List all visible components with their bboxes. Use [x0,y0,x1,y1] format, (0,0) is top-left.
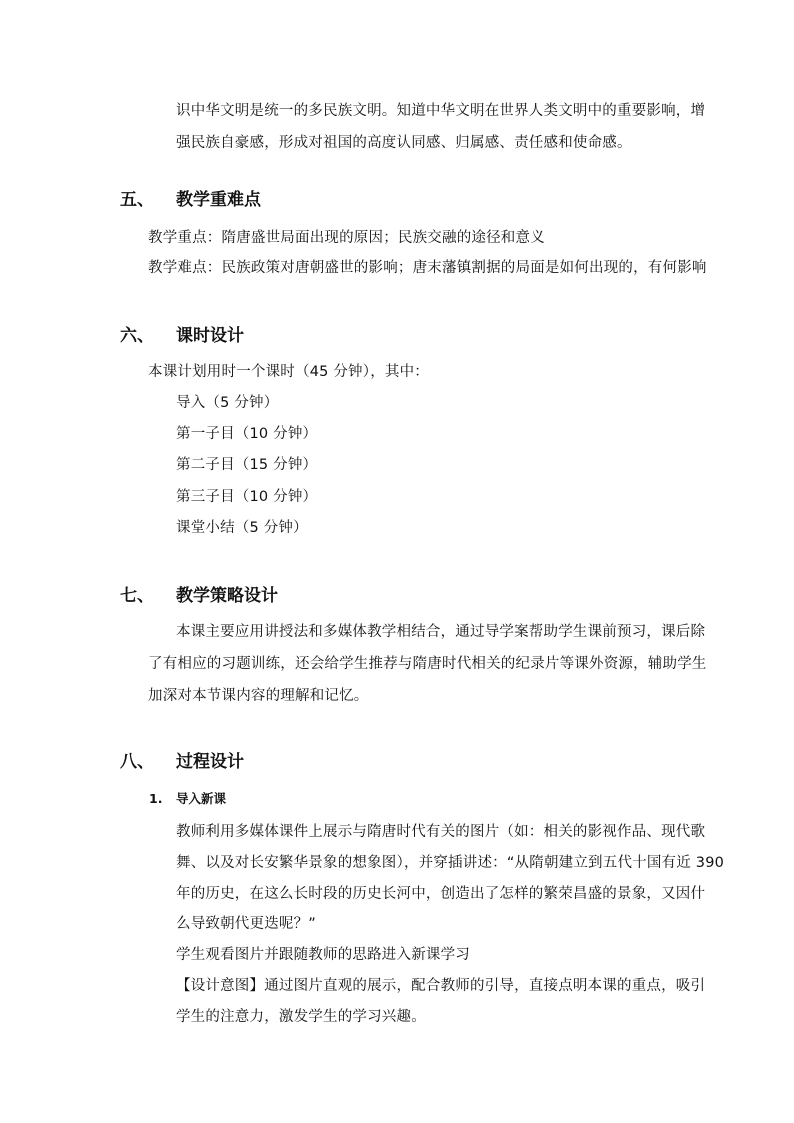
list-item: 导入（5 分钟） [176,395,279,411]
subsection-number: 1. [149,791,163,806]
paragraph-line: 么导致朝代更迭呢？” [176,916,317,932]
paragraph-line: 加深对本节课内容的理解和记忆。 [148,688,369,704]
paragraph-line: 年的历史，在这么长时段的历史长河中，创造出了怎样的繁荣昌盛的景象，又因什 [176,886,706,902]
design-intent-line: 学生的注意力，激发学生的学习兴趣。 [176,1009,426,1025]
schedule-intro: 本课计划用时一个课时（45 分钟），其中： [148,364,430,380]
paragraph-line: 舞、以及对长安繁华景象的想象图），并穿插讲述：“从隋朝建立到五代十国有近 390 [176,855,725,871]
intro-line: 识中华文明是统一的多民族文明。知道中华文明在世界人类文明中的重要影响，增 [176,103,706,119]
section-number: 五、 [120,190,154,210]
section-heading-8 [120,750,420,774]
section-title: 过程设计 [176,752,244,772]
paragraph-line: 本课主要应用讲授法和多媒体教学相结合，通过导学案帮助学生课前预习，课后除 [176,624,706,640]
section-title: 课时设计 [176,326,244,346]
student-activity-line: 学生观看图片并跟随教师的思路进入新课学习 [176,947,470,963]
list-item: 课堂小结（5 分钟） [176,520,308,536]
list-item: 第一子目（10 分钟） [176,426,318,442]
section-title: 教学策略设计 [176,586,278,606]
list-item: 第三子目（10 分钟） [176,489,318,505]
section-heading-5 [120,188,420,212]
subsection-title: 导入新课 [176,791,227,806]
intro-line: 强民族自豪感，形成对祖国的高度认同感、归属感、责任感和使命感。 [176,135,632,151]
section-title: 教学重难点 [176,190,261,210]
paragraph-line: 教师利用多媒体课件上展示与隋唐时代有关的图片（如：相关的影视作品、现代歌 [176,824,706,840]
design-intent-line: 【设计意图】通过图片直观的展示，配合教师的引导，直接点明本课的重点，吸引 [176,978,706,994]
section-heading-7 [120,584,420,608]
key-point-line: 教学重点：隋唐盛世局面出现的原因；民族交融的途径和意义 [148,230,545,246]
section-number: 七、 [120,586,154,606]
list-item: 第二子目（15 分钟） [176,457,318,473]
subsection-heading-1 [149,790,349,808]
paragraph-line: 了有相应的习题训练，还会给学生推荐与隋唐时代相关的纪录片等课外资源，辅助学生 [148,656,707,672]
section-number: 八、 [120,752,154,772]
section-heading-6 [120,324,420,348]
difficulty-line: 教学难点：民族政策对唐朝盛世的影响；唐末藩镇割据的局面是如何出现的，有何影响 [148,260,707,276]
section-number: 六、 [120,326,154,346]
